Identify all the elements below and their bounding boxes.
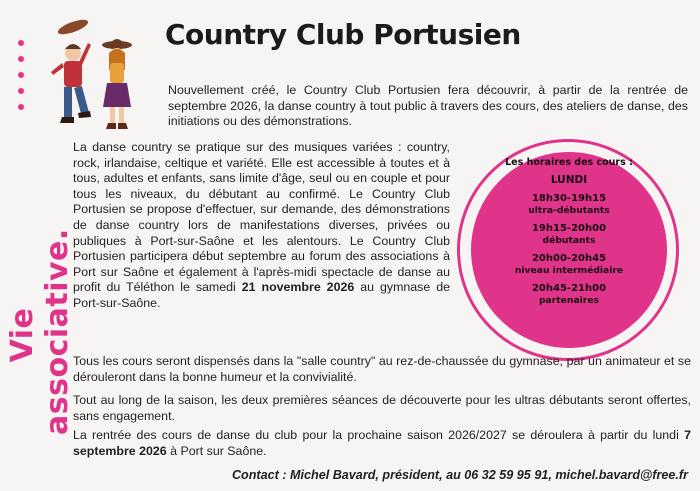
courses-paragraph: Tous les cours seront dispensés dans la "salle country" au rez-de-chaussée du gymnase, par un animateur et se dérouleront dans la bonne humeur et la convivialité.: [73, 354, 691, 384]
trial-paragraph: Tout au long de la saison, les deux premières séances de découverte pour les ultras débutants seront offertes, sans engagement.: [73, 393, 691, 423]
description-paragraph: [73, 140, 450, 312]
slot-level: niveau intermédiaire: [514, 265, 624, 276]
schedule-heading: Les horaires des cours :: [505, 157, 633, 168]
page-title: Country Club Portusien: [165, 18, 521, 51]
rentree-date: 7 septembre 2026: [73, 428, 691, 458]
rentree-paragraph: [73, 428, 691, 459]
slot-time: 19h15-20h00: [531, 223, 607, 234]
section-label: Vie associative.: [5, 228, 75, 435]
decorative-dots: [13, 40, 29, 150]
schedule-slot: [471, 283, 667, 306]
description-text-end: au gymnase de Port-sur-Saône.: [73, 280, 451, 310]
telethon-date: 21 novembre 2026: [241, 280, 355, 295]
slot-time: 18h30-19h15: [531, 193, 607, 204]
rentree-text: La rentrée des cours de danse du club pour la prochaine saison 2026/2027 se déroulera à partir du lundi: [73, 428, 685, 442]
slot-level: ultra-débutants: [528, 205, 610, 216]
schedule-slot: [471, 253, 667, 276]
slot-time: 20h45-21h00: [531, 283, 607, 294]
slot-time: 20h00-20h45: [531, 253, 607, 264]
description-text: La danse country se pratique sur des musiques variées : country, rock, irlandaise, celtique et variété. Elle est accessible à toutes et à tous, adultes et enfants, sans limite d'âge, seul ou en couple et pour tous les niveaux, du débutant au confirmé. Le Country Club Portusien se propose d'effectuer, sur demande, des démonstrations de danse country lors de manifestations diverses, privées ou publiques à Port-sur-Saône et les alentours. Le Country Club Portusien participera début septembre au forum des associations à Port sur Saône et également à l'après-midi spectacle de danse au profit du Téléthon le samedi: [73, 140, 450, 295]
schedule-box: [471, 152, 667, 306]
schedule-slot: [471, 223, 667, 246]
intro-paragraph: Nouvellement créé, le Country Club Portusien fera découvrir, à partir de la rentrée de septembre 2026, la danse country à tout public à travers des cours, des ateliers de danse, des initiations ou des démonstrations.: [168, 83, 688, 129]
contact-line: Contact : Michel Bavard, président, au 06 32 59 95 91, michel.bavard@free.fr: [231, 468, 688, 482]
rentree-text-end: à Port sur Saône.: [166, 443, 267, 458]
slot-level: partenaires: [538, 295, 600, 306]
country-dancers-illustration: [45, 15, 145, 140]
schedule-slot: [471, 193, 667, 216]
slot-level: débutants: [542, 235, 596, 246]
schedule-day: LUNDI: [550, 174, 588, 186]
